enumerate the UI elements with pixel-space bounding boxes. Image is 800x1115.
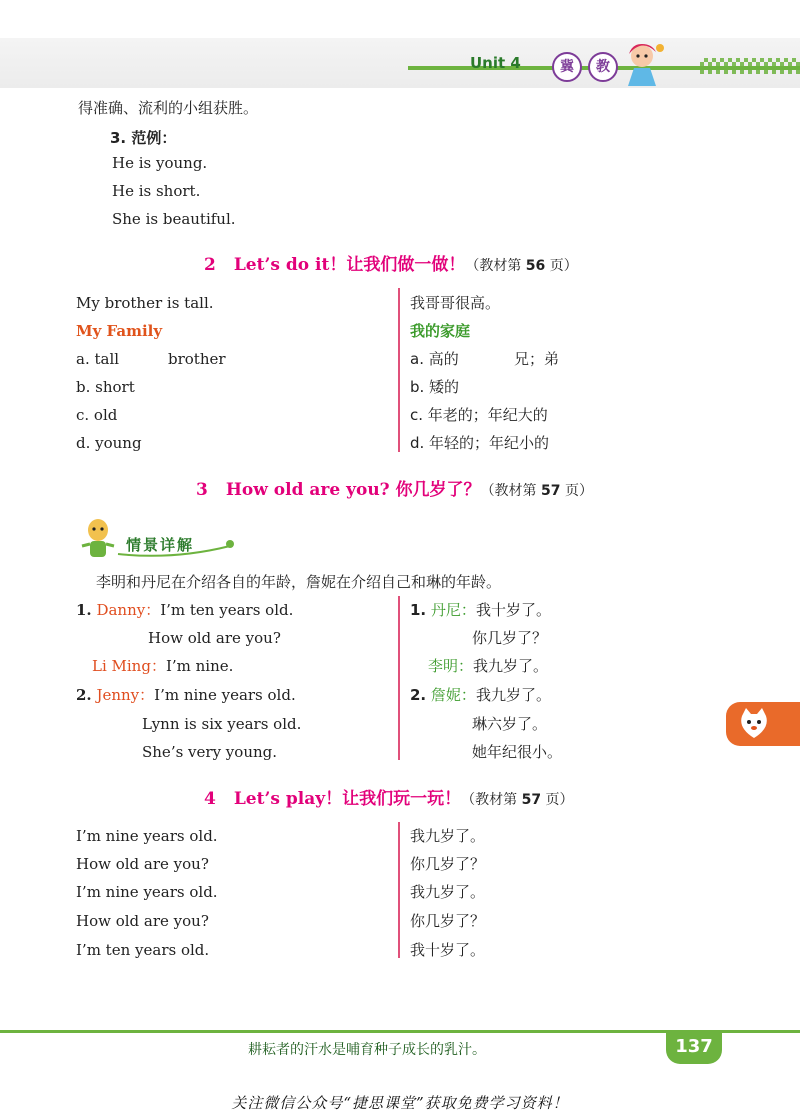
textbook-ref: （教材第 57 页） — [461, 792, 574, 808]
scene-badge — [78, 516, 238, 562]
publisher-badge-jiao: 教 — [588, 52, 618, 82]
dialogue-line: 2. Jenny：I’m nine years old. — [76, 686, 296, 704]
play-line: I’m ten years old. — [76, 941, 210, 959]
play-translation: 你几岁了？ — [410, 855, 486, 873]
section-title: How old are you? 你几岁了？ — [225, 480, 481, 500]
vocab-translation: a. 高的 — [410, 350, 459, 368]
dialogue-line: 1. Danny：I’m ten years old. — [76, 601, 294, 619]
play-line: I’m nine years old. — [76, 827, 218, 845]
cat-face-icon — [736, 706, 772, 742]
play-line: I’m nine years old. — [76, 883, 218, 901]
example-label: 3. 范例： — [110, 129, 177, 147]
dialogue-line: Li Ming：I’m nine. — [92, 657, 234, 675]
dialogue-line: How old are you? — [148, 629, 281, 647]
scene-label: 情景详解 — [126, 536, 195, 554]
vocab-item-extra: brother — [168, 350, 226, 368]
publisher-badge-ji: 冀 — [552, 52, 582, 82]
play-translation: 我九岁了。 — [410, 827, 486, 845]
cn-heading: 我的家庭 — [410, 322, 471, 340]
dialogue-line: She’s very young. — [142, 743, 278, 761]
dialogue-translation: 琳六岁了。 — [472, 715, 548, 733]
section-3-heading — [196, 475, 593, 500]
section-number: 4 — [204, 789, 216, 809]
dialogue-translation: 李明：我九岁了。 — [428, 657, 549, 675]
girl-mascot-icon — [612, 38, 672, 88]
section-title: Let’s play！让我们玩一玩！ — [233, 789, 462, 809]
dialogue-translation: 2. 詹妮：我九岁了。 — [410, 686, 551, 704]
column-divider — [398, 822, 400, 958]
intro-line: 得准确、流利的小组获胜。 — [78, 99, 259, 117]
example-line: He is short. — [112, 182, 201, 200]
header-checker-pattern — [700, 58, 800, 74]
watermark-note: 关注微信公众号“捷思课堂”获取免费学习资料！ — [231, 1094, 569, 1112]
vocab-translation: b. 矮的 — [410, 378, 460, 396]
en-sentence: My brother is tall. — [76, 294, 214, 312]
textbook-ref: （教材第 56 页） — [465, 258, 578, 274]
section-2-heading — [204, 250, 578, 275]
section-title: Let’s do it！让我们做一做！ — [233, 255, 466, 275]
textbook-ref: （教材第 57 页） — [480, 483, 593, 499]
dialogue-translation: 1. 丹尼：我十岁了。 — [410, 601, 551, 619]
section-4-heading — [204, 784, 574, 809]
example-line: She is beautiful. — [112, 210, 236, 228]
vocab-item: d. young — [76, 434, 142, 452]
vocab-item: c. old — [76, 406, 118, 424]
section-number: 2 — [204, 255, 216, 275]
dialogue-translation: 你几岁了？ — [472, 629, 548, 647]
vocab-translation: c. 年老的；年纪大的 — [410, 406, 548, 424]
vocab-item: b. short — [76, 378, 135, 396]
unit-label: Unit 4 — [470, 54, 521, 72]
example-line: He is young. — [112, 154, 208, 172]
cartoon-character-icon — [78, 516, 118, 562]
scene-description: 李明和丹尼在介绍各自的年龄，詹妮在介绍自己和琳的年龄。 — [96, 573, 502, 591]
cn-sentence: 我哥哥很高。 — [410, 294, 501, 312]
play-translation: 我十岁了。 — [410, 941, 486, 959]
header-band — [0, 38, 800, 88]
vocab-item: a. tall — [76, 350, 120, 368]
section-number: 3 — [196, 480, 208, 500]
vocab-translation-extra: 兄；弟 — [514, 350, 560, 368]
play-line: How old are you? — [76, 912, 209, 930]
en-heading: My Family — [76, 322, 163, 340]
column-divider — [398, 288, 400, 452]
play-translation: 我九岁了。 — [410, 883, 486, 901]
play-line: How old are you? — [76, 855, 209, 873]
side-tab — [726, 702, 800, 746]
footer-motto: 耕耘者的汗水是哺育种子成长的乳汁。 — [248, 1042, 486, 1058]
play-translation: 你几岁了？ — [410, 912, 486, 930]
dialogue-translation: 她年纪很小。 — [472, 743, 563, 761]
page-number: 137 — [666, 1030, 722, 1064]
vocab-translation: d. 年轻的；年纪小的 — [410, 434, 550, 452]
column-divider — [398, 596, 400, 760]
dialogue-line: Lynn is six years old. — [142, 715, 302, 733]
